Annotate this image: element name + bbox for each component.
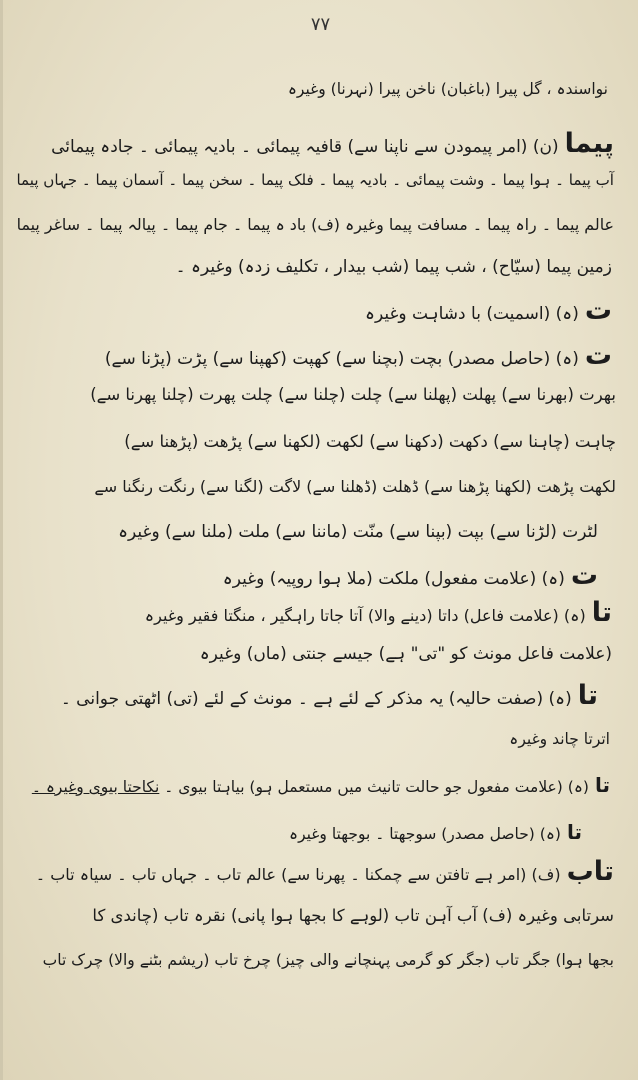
text-line-10: لکھت پڑھت (لکھنا پڑھنا سے) ڈھلت (ڈھلنا سے) لاگت (لگنا سے) رنگت رنگنا سے: [94, 477, 616, 496]
underlined-phrase: نکاحتا بیوی وغیرہ ۔: [31, 778, 160, 796]
text-line-6: ت(ہ) (اسمیت) با دشاہت وغیرہ: [365, 295, 612, 326]
entry-head-taab: تاب: [566, 856, 614, 887]
text-line-20: سرتابی وغیرہ (ف) آب آہن تاب (لوہے کا بجھا ہوا پانی) نقرہ تاب (چاندی کا: [92, 906, 614, 925]
text-line-4: عالم پیما ۔ راہ پیما ۔ مسافت پیما وغیرہ (ف) باد ہ پیما ۔ جام پیما ۔ پیالہ پیما ۔ ساغر پیما: [16, 215, 614, 234]
text-line-12: ت(ہ) (علامت مفعول) ملکت (ملا ہوا روپیہ) وغیرہ: [222, 560, 598, 591]
entry-head-paima: پیما: [564, 128, 614, 159]
text-line-2: پیما(ن) (امر پیمودن سے ناپنا سے) قافیہ پیمائی ۔ بادیہ پیمائی ۔ جادہ پیمائی: [51, 128, 614, 159]
entry-head-te-2: ت: [584, 340, 612, 371]
text-line-9: چاہت (چاہنا سے) دکھت (دکھنا سے) لکھت (لکھنا سے) پڑھت (پڑھنا سے): [124, 432, 616, 451]
entry-head-te-1: ت: [584, 295, 612, 326]
text-line-1: نواسندہ ، گل پیرا (باغبان) ناخن پیرا (نہرنا) وغیرہ: [287, 80, 608, 98]
text-line-11: لٹرت (لڑنا سے) بپت (بپنا سے) منّت (ماننا سے) ملت (ملنا سے) وغیرہ: [118, 522, 598, 542]
text-line-7: ت(ہ) (حاصل مصدر) بچت (بچنا سے) کھپت (کھپنا سے) پڑت (پڑنا سے): [104, 340, 612, 371]
entry-head-te-3: ت: [570, 560, 598, 591]
entry-head-ta-2: تا: [577, 680, 598, 711]
entry-head-ta-4: تا: [566, 820, 582, 844]
text-line-19: تاب(ف) (امر ہے تافتن سے چمکنا ۔ پھرنا سے) عالم تاب ۔ جہاں تاب ۔ سیاہ تاب ۔: [35, 856, 614, 887]
text-line-16: اترتا چاند وغیرہ: [509, 730, 610, 748]
entry-head-ta-1: تا: [591, 597, 612, 628]
text-line-8: بھرت (بھرنا سے) پھلت (پھلنا سے) چلت (چلنا سے) چلت پھرت (چلنا پھرنا سے): [90, 385, 616, 404]
text-line-14: (علامت فاعل مونث کو "تی" ہے) جیسے جنتی (ماں) وغیرہ: [199, 644, 612, 664]
text-line-13: تا(ہ) (علامت فاعل) داتا (دینے والا) آتا جاتا راہگیر ، منگتا فقیر وغیرہ: [144, 597, 612, 628]
text-line-18: تا(ہ) (حاصل مصدر) سوجھتا ۔ بوجھتا وغیرہ: [289, 820, 582, 844]
text-line-17: تا(ہ) (علامت مفعول جو حالت تانیث میں مستعمل ہو) بیاہتا بیوی ۔ نکاحتا بیوی وغیرہ ۔: [31, 773, 610, 797]
entry-head-ta-3: تا: [594, 773, 610, 797]
text-line-3: آب پیما ۔ ہوا پیما ۔ وشت پیمائی ۔ بادیہ پیما ۔ فلک پیما ۔ سخن پیما ۔ آسمان پیما ۔ جہاں پیما: [16, 171, 614, 189]
text-line-5: زمین پیما (سیّاح) ، شب پیما (شب بیدار ، تکلیف زدہ) وغیرہ ۔: [175, 257, 612, 277]
page-number: ۷۷: [310, 14, 331, 35]
text-line-21: بجھا ہوا) جگر تاب (جگر کو گرمی پہنچانے والی چیز) چرخ تاب (ریشم بٹنے والا) چرک تاب: [42, 951, 614, 969]
text-line-15: تا(ہ) (صفت حالیہ) یہ مذکر کے لئے ہے ۔ مونث کے لئے (تی) اٹھتی جوانی ۔: [60, 680, 598, 711]
